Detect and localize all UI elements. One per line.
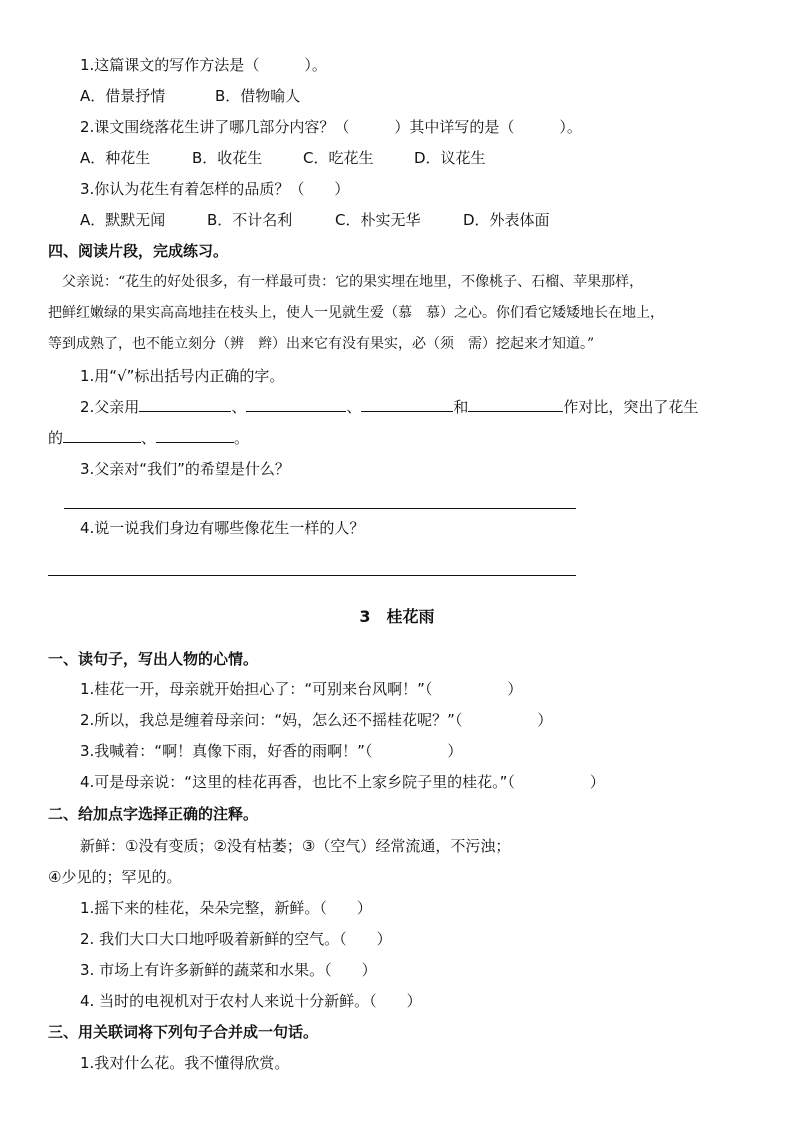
s3-item-1: 1.我对什么花。我不懂得欣赏。 [80, 1054, 290, 1072]
q3-option-b: B．不计名利 [207, 211, 293, 229]
s4-q2-prefix: 2.父亲用 [80, 398, 140, 416]
q2-option-c: C．吃花生 [303, 149, 374, 167]
answer-blank[interactable] [468, 397, 563, 412]
s4-question-3: 3.父亲对“我们”的希望是什么？ [80, 460, 290, 478]
answer-blank[interactable] [139, 397, 231, 412]
s2-item-2: 2. 我们大口大口地呼吸着新鲜的空气。（ ） [80, 930, 392, 948]
s4-question-1: 1.用“√”标出括号内正确的字。 [80, 367, 285, 385]
passage-line-2: 把鲜红嫩绿的果实高高地挂在枝头上，使人一见就生爱（慕 慕）之心。你们看它矮矮地长在地上， [48, 305, 664, 321]
s4-q2-end: 。 [234, 429, 250, 447]
answer-line[interactable] [48, 575, 576, 576]
q1-option-b: B．借物喻人 [215, 87, 301, 105]
s1-item-1: 1.桂花一开，母亲就开始担心了：“可别来台风啊！”（ ） [80, 680, 523, 698]
q2-option-a: A．种花生 [80, 149, 151, 167]
separator: 、 [141, 429, 157, 447]
separator: 、 [231, 398, 247, 416]
s2-item-3: 3. 市场上有许多新鲜的蔬菜和水果。（ ） [80, 961, 377, 979]
passage-line-3: 等到成熟了，也不能立刻分（辨 辫）出来它有没有果实，必（须 需）挖起来才知道。” [48, 336, 595, 352]
lesson-section-3-heading: 三、用关联词将下列句子合并成一句话。 [48, 1023, 319, 1041]
s4-q2-line2-prefix: 的 [48, 429, 64, 447]
question-1: 1.这篇课文的写作方法是（ ）。 [80, 56, 327, 74]
lesson-section-2-heading: 二、给加点字选择正确的注释。 [48, 805, 259, 823]
s1-item-3: 3.我喊着：“啊！真像下雨，好香的雨啊！”（ ） [80, 742, 463, 760]
lesson-title-text: 3 桂花雨 [359, 607, 435, 626]
answer-blank[interactable] [246, 397, 346, 412]
s2-definition-line-2: ④少见的；罕见的。 [48, 868, 182, 886]
answer-blank[interactable] [156, 428, 234, 443]
s2-item-1: 1.摇下来的桂花，朵朵完整，新鲜。（ ） [80, 899, 372, 917]
question-2: 2.课文围绕落花生讲了哪几部分内容？（ ）其中详写的是（ ）。 [80, 118, 582, 136]
answer-blank[interactable] [361, 397, 453, 412]
s4-question-2-line-2 [48, 428, 249, 448]
s4-q2-middle: 作对比，突出了花生 [563, 398, 699, 416]
q3-option-a: A．默默无闻 [80, 211, 166, 229]
question-3: 3.你认为花生有着怎样的品质？（ ） [80, 180, 350, 198]
s2-definition-line-1: 新鲜：①没有变质；②没有枯萎；③（空气）经常流通，不污浊； [80, 837, 511, 855]
passage-line-1: 父亲说：“花生的好处很多，有一样最可贵：它的果实埋在地里，不像桃子、石榴、苹果那样， [62, 274, 644, 290]
q3-option-c: C．朴实无华 [335, 211, 421, 229]
s4-question-2 [80, 397, 698, 417]
section-4-heading: 四、阅读片段，完成练习。 [48, 242, 229, 260]
q2-option-d: D．议花生 [414, 149, 486, 167]
s2-item-4: 4. 当时的电视机对于农村人来说十分新鲜。（ ） [80, 992, 422, 1010]
s1-item-2: 2.所以，我总是缠着母亲问：“妈，怎么还不摇桂花呢？”（ ） [80, 711, 553, 729]
answer-blank[interactable] [63, 428, 141, 443]
lesson-title [0, 607, 794, 627]
lesson-section-1-heading: 一、读句子，写出人物的心情。 [48, 650, 259, 668]
separator: 、 [346, 398, 362, 416]
s1-item-4: 4.可是母亲说：“这里的桂花再香，也比不上家乡院子里的桂花。”（ ） [80, 773, 605, 791]
q1-option-a: A．借景抒情 [80, 87, 166, 105]
s4-question-4: 4.说一说我们身边有哪些像花生一样的人？ [80, 519, 365, 537]
q2-option-b: B．收花生 [192, 149, 263, 167]
conjunction: 和 [453, 398, 469, 416]
answer-line[interactable] [64, 508, 576, 509]
q3-option-d: D．外表体面 [463, 211, 550, 229]
